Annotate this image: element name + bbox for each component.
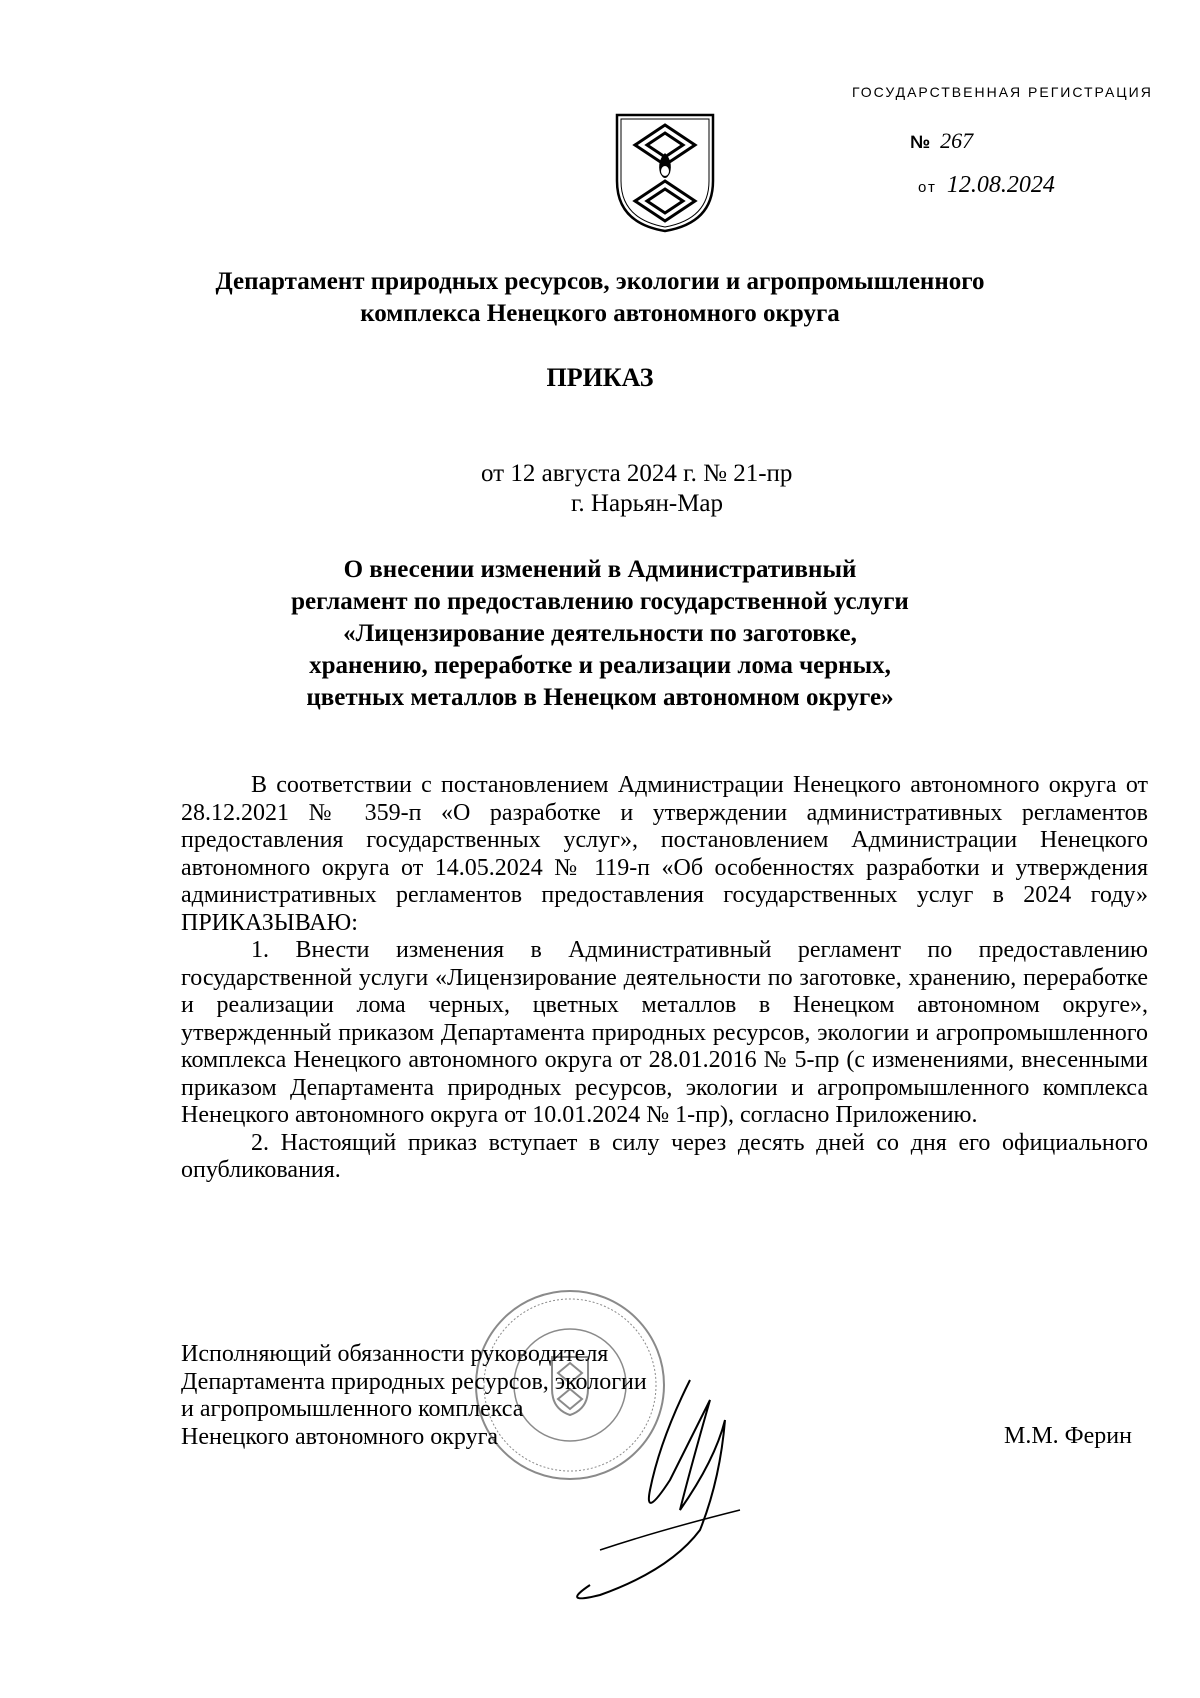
signatory-position-line: Исполняющий обязанности руководителя	[181, 1341, 609, 1367]
signatory-name: М.М. Ферин	[1004, 1423, 1132, 1449]
registration-date-value: 12.08.2024	[946, 172, 1055, 198]
order-body	[181, 772, 1148, 1185]
signatory-position-line: Ненецкого автономного округа	[181, 1423, 499, 1450]
signatory-position-line: Департамента природных ресурсов, экологии	[181, 1368, 647, 1395]
subject-line: регламент по предоставлению государственной услуги	[291, 588, 909, 615]
subject-line: «Лицензирование деятельности по заготовке,	[343, 620, 857, 647]
registration-number-prefix: №	[910, 132, 931, 152]
department-name-line: комплекса Ненецкого автономного округа	[360, 300, 840, 327]
body-paragraph-preamble: В соответствии с постановлением Администрации Ненецкого автономного округа от 28.12.2021 № 359-п «О разработке и утверждении административных регламентов предоставления государственных услуг», постановлением Администрации Ненецкого автономного округа от 14.05.2024 № 119-п «Об особенностях разработки и утверждения административных регламентов предоставления государственных услуг в 2024 году» ПРИКАЗЫВАЮ:	[181, 772, 1148, 936]
order-city: г. Нарьян-Мар	[571, 490, 724, 517]
body-paragraph-item-2: 2. Настоящий приказ вступает в силу через десять дней со дня его официального опубликования.	[181, 1129, 1148, 1183]
nao-coat-of-arms-icon	[613, 111, 717, 235]
subject-line: О внесении изменений в Административный	[343, 556, 857, 583]
order-subject	[160, 554, 1040, 714]
subject-line: хранению, переработке и реализации лома черных,	[309, 652, 891, 679]
registration-date	[918, 172, 1055, 199]
registration-number-value: 267	[940, 128, 974, 153]
subject-line: цветных металлов в Ненецком автономном округе»	[306, 684, 894, 711]
department-name	[160, 266, 1040, 330]
department-name-line: Департамент природных ресурсов, экологии и агропромышленного	[215, 268, 985, 295]
order-title: ПРИКАЗ	[546, 363, 654, 392]
order-date-line: от 12 августа 2024 г. № 21-пр	[481, 460, 793, 487]
handwritten-signature	[540, 1360, 770, 1610]
body-paragraph-item-1: 1. Внести изменения в Административный регламент по предоставлению государственной услуги «Лицензирование деятельности по заготовке, хранению, переработке и реализации лома черных, цветных металлов в Ненецком автономном округе», утвержденный приказом Департамента природных ресурсов, экологии и агропромышленного комплекса Ненецкого автономного округа от 28.01.2016 № 5-пр (с изменениями, внесенными приказом Департамента природных ресурсов, экологии и агропромышленного комплекса Ненецкого автономного округа от 10.01.2024 № 1-пр), согласно Приложению.	[181, 937, 1148, 1128]
registration-header: ГОСУДАРСТВЕННАЯ РЕГИСТРАЦИЯ	[852, 84, 1153, 100]
registration-number	[910, 128, 973, 154]
signatory-position-line: и агропромышленного комплекса	[181, 1396, 524, 1422]
registration-date-prefix: от	[918, 179, 937, 196]
